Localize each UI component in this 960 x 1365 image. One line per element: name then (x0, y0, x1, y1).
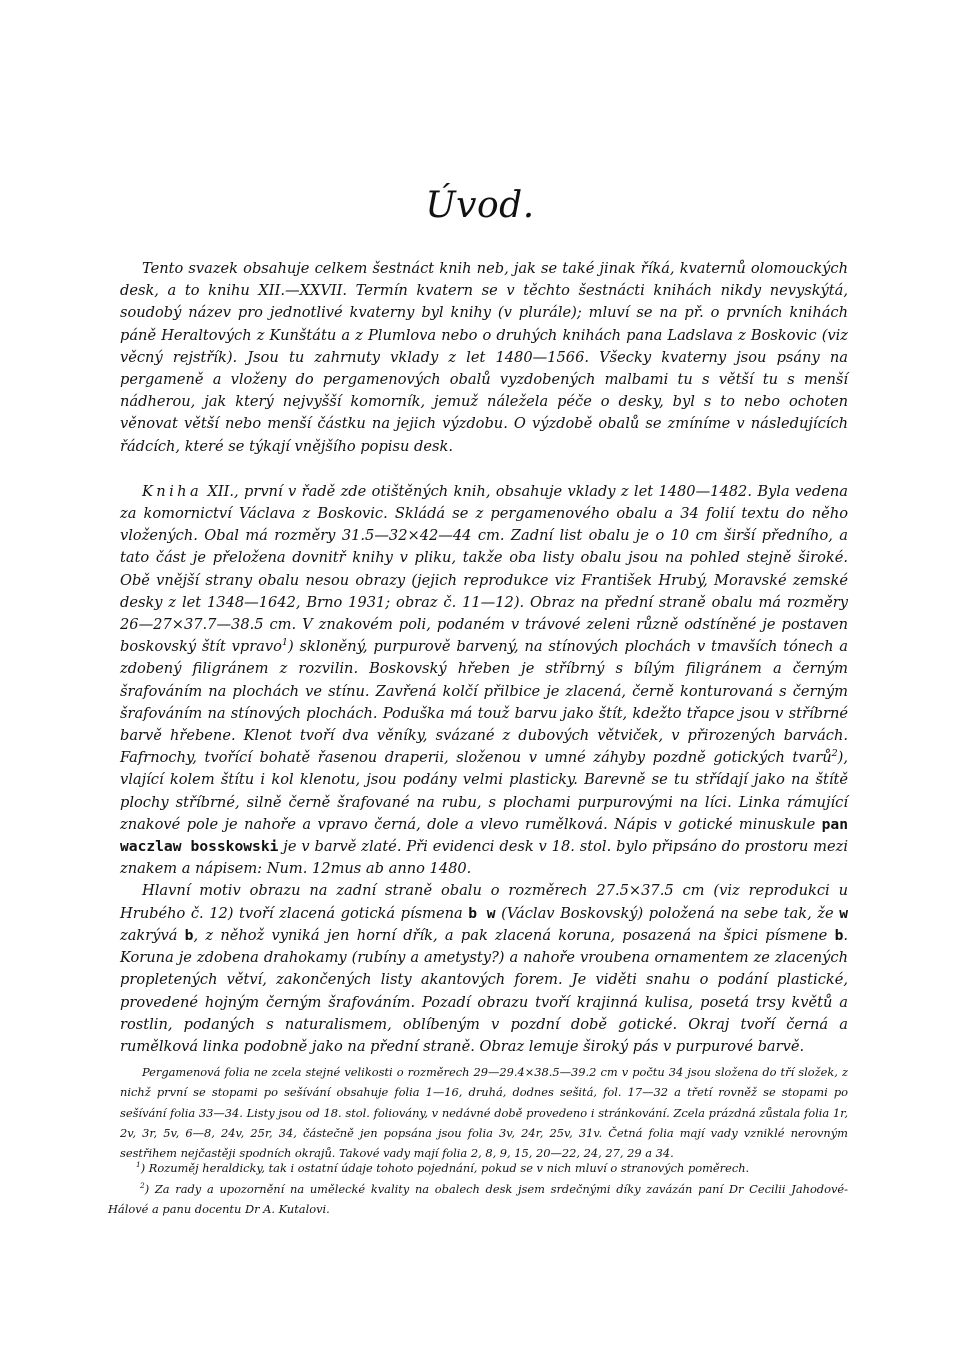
footnotes (108, 1158, 848, 1220)
back-cover-text-3: zakrývá (120, 926, 185, 944)
footnote-ref-1: 1 (281, 637, 288, 649)
back-cover-text-2: (Václav Boskovský) položená na sebe tak, že (495, 904, 840, 922)
back-cover-paragraph (120, 880, 848, 1058)
gothic-letters-bw: b w (468, 904, 496, 922)
footnote-1-mark: 1 (136, 1160, 141, 1170)
gothic-inscription: pan waczlaw bosskowski (120, 815, 848, 856)
page-title: Úvod. (425, 185, 535, 226)
gothic-letter-b-2: b (834, 926, 844, 944)
footnote-2 (108, 1179, 848, 1220)
gothic-letter-w: w (839, 904, 848, 922)
footnote-ref-2: 2 (831, 748, 838, 760)
book-xii-text-1: XII., první v řadě zde otištěných knih, obsahuje vklady z let 1480—1482. Byla vedena za komornictví Václava z Boskovic. Skládá se z pergamenového obalu a 34 folií textu do něho vložených. Obal má rozměry 31.5—32×42—44 cm. Zadní list obalu je o 10 cm širší předního, a tato část je přeložena dovnitř knihy v pliku, takže oba listy obalu jsou na pohled stejně široké. Obě vnější strany obalu nesou obrazy (jejich reprodukce viz František Hrubý, Moravské zemské desky z let 1348—1642, Brno 1931; obraz č. 11—12). Obraz na přední straně obalu má rozměry 26—27×37.7—38.5 cm. V znakovém poli, podaném v trávové zeleni různě odstíněné je postaven boskovský štít vpravo (120, 482, 848, 656)
book-xii-text-4: je v barvě zlaté. Při evidenci desk v 18. stol. bylo připsáno do prostoru mezi znakem a nápisem: Num. 12mus ab anno 1480. (120, 838, 848, 878)
body-text (120, 258, 848, 1164)
intro-paragraph: Tento svazek obsahuje celkem šestnáct knih neb, jak se také jinak říká, kvaternů olomouckých desk, a to knihu XII.—XXVII. Termín kvatern se v těchto šestnácti knihách nikdy nevyskýtá, soudobý název pro jednotlivé kvaterny byl knihy (v plurále); mluví se na př. o prvních knihách páně Heraltových z Kunštátu a z Plumlova nebo o druhých knihách pana Ladslava z Boskovic (viz věcný rejstřík). Jsou tu zahrnuty vklady z let 1480—1566. Všecky kvaterny jsou psány na pergameně a vloženy do pergamenových obalů vyzdobených malbami tu s větší tu s menší nádherou, jak který nejvyšší komorník, jemuž náležela péče o desky, byl s to nebo ochoten věnovat větší nebo menší částku na jejich výzdobu. O výzdobě obalů se zmíníme v následujících řádcích, které se týkají vnějšího popisu desk. (120, 260, 848, 455)
footnote-1 (108, 1158, 848, 1179)
footnote-2-text: ) Za rady a upozornění na umělecké kvality na obalech desk jsem srdečnými díky zavázán paní Dr Cecilii Jahodové-Hálové a panu docentu Dr A. Kutalovi. (108, 1181, 848, 1216)
folia-note: Pergamenová folia ne zcela stejné velikosti o rozměrech 29—29.4×38.5—39.2 cm v počtu 34 jsou složena do tří složek, z nichž první se stopami po sešívání obsahuje folia 1—16, druhá, dodnes sešitá, fol. 17—32 a třetí rovněž se stopami po sešívání folia 33—34. Listy jsou od 18. stol. foliovány, v nedávné době provedeno i stránkování. Zcela prázdná zůstala folia 1r, 2v, 3r, 5v, 6—8, 24v, 25r, 34, částečně jen popsána jsou folia 3v, 24r, 25v, 31v. Četná folia mají vady vzniklé nerovným sestřihem nejčastěji spodních okrajů. Takové vady mají folia 2, 8, 9, 15, 20—22, 24, 27, 29 a 34. (120, 1065, 848, 1161)
book-label: Kniha (142, 482, 203, 500)
back-cover-text-1: Hlavní motiv obrazu na zadní straně obalu o rozměrech 27.5×37.5 cm (viz reprodukci u Hrubého č. 12) tvoří zlacená gotická písmena (120, 882, 848, 922)
book-xii-paragraph (120, 481, 848, 881)
footnote-1-text: ) Rozuměj heraldicky, tak i ostatní údaje tohoto pojednání, pokud se v nich mluví o stranových poměrech. (140, 1161, 750, 1175)
footnote-2-mark: 2 (140, 1180, 145, 1190)
book-xii-text-2: ) skloněný, purpurově barvený, na stínových plochách v tmavších tónech a zdobený filigránem z rozvilin. Boskovský hřeben je stříbrný s bílým filigránem a černým šrafováním na plochách ve stínu. Zavřená kolčí přilbice je zlacená, černě konturovaná s černým šrafováním na stínových plochách. Poduška má touž barvu jako štít, kdežto třapce jsou v stříbrné barvě hřebene. Klenot tvoří dva věníky, svázané z dubových větviček, v přirozených barvách. Fafrnochy, tvořící bohatě řasenou draperii, složenou v umné záhyby pozdně gotických tvarů (120, 638, 848, 767)
back-cover-text-4: , z něhož vyniká jen horní dřík, a pak zlacená koruna, posazená na špici písmene (193, 926, 835, 944)
back-cover-text-5: . Koruna je zdobena drahokamy (rubíny a ametysty?) a nahoře vroubena ornamentem ze zlacených propletených větví, zakončených listy akantových forem. Je viděti snahu o podání plastické, provedené hojným černým šrafováním. Pozadí obrazu tvoří krajinná kulisa, posetá trsy květů a rostlin, podaných s naturalismem, oblíbeným v pozdní době gotické. Okraj tvoří černá a rumělková linka podobně jako na přední straně. Obraz lemuje široký pás v purpurové barvě. (120, 926, 848, 1055)
gothic-letter-b: b (184, 926, 194, 944)
book-xii-text-3: ), vlající kolem štítu i kol klenotu, jsou podány velmi plasticky. Barevně se tu střídají jako na štítě plochy stříbrné, silně černě šrafované na rubu, s plochami purpurovými na líci. Linka rámující znakové pole je nahoře a vpravo černá, dole a vlevo rumělková. Nápis v gotické minuskule (120, 749, 848, 833)
